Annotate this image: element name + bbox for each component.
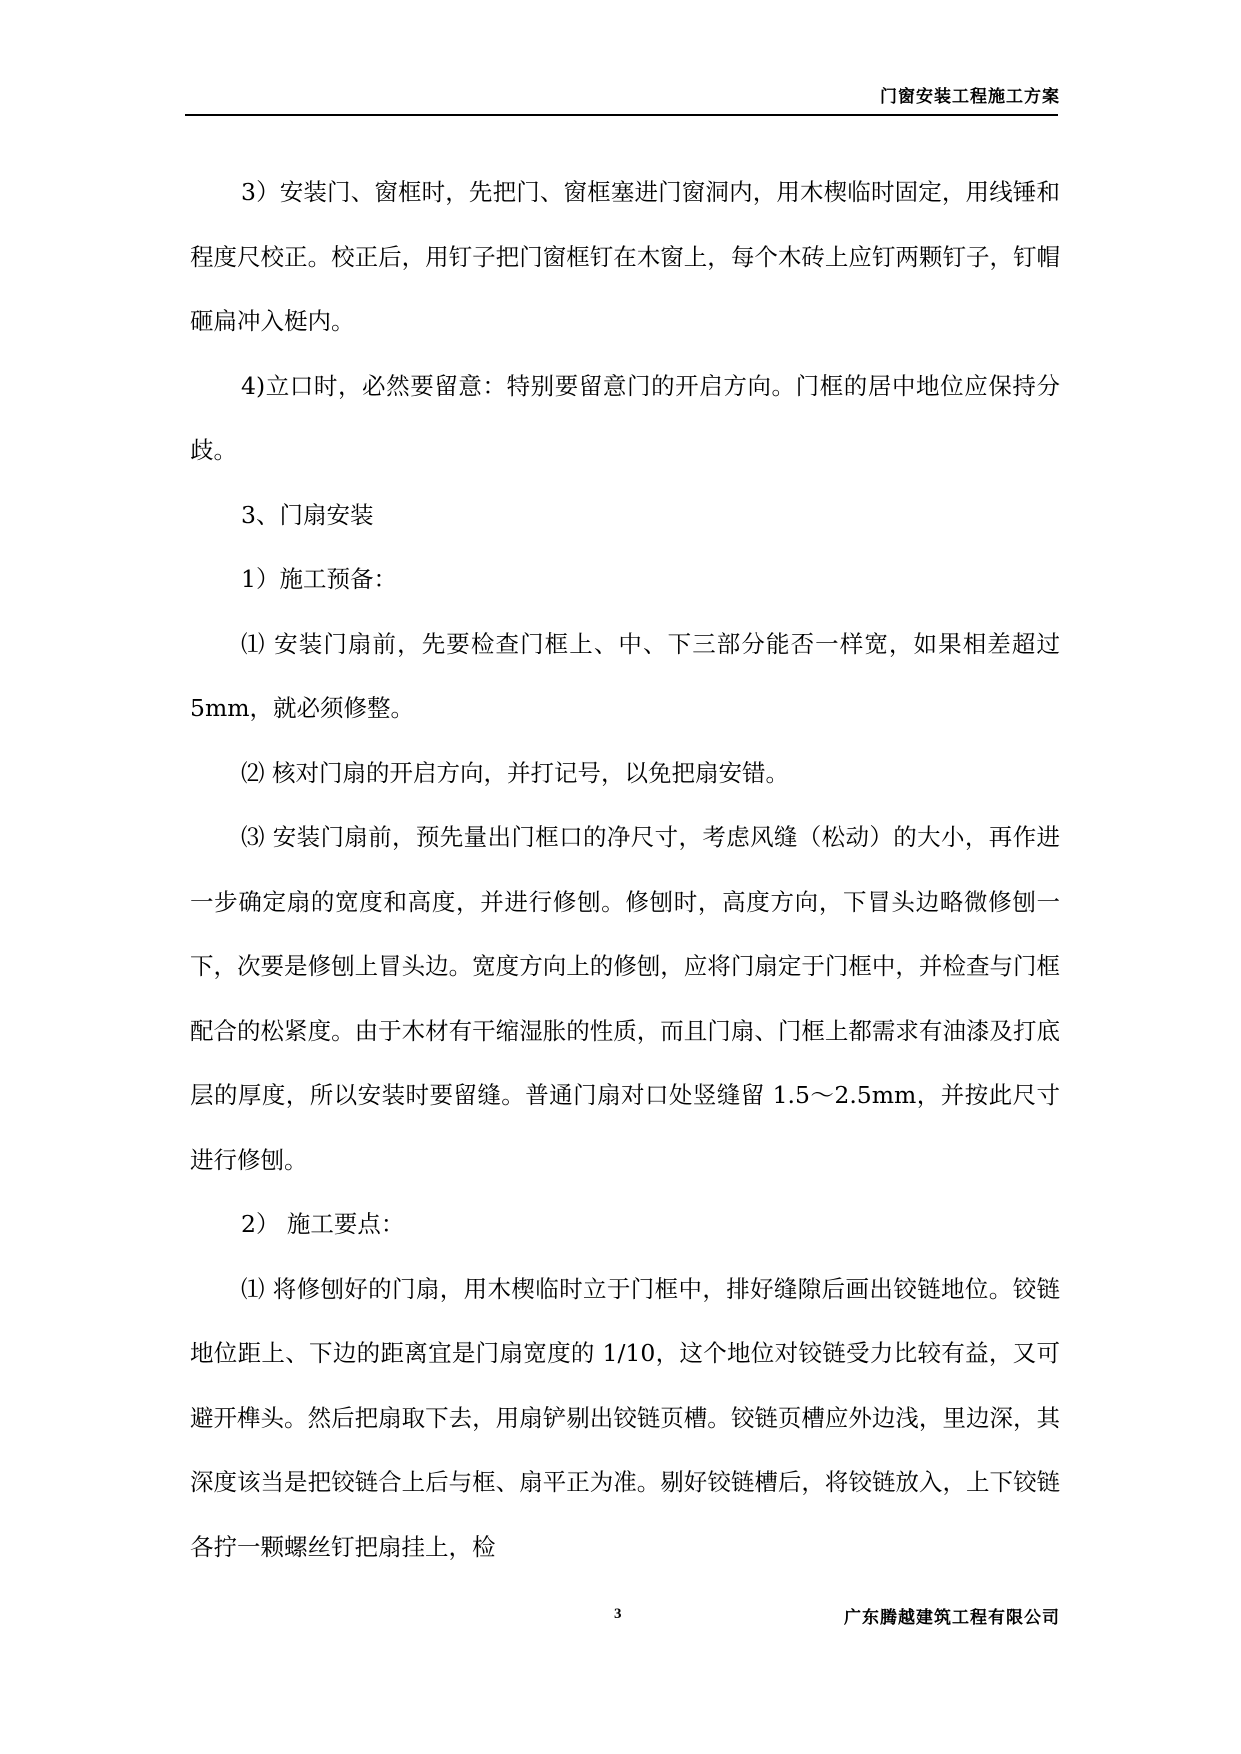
footer-company-name: 广东腾越建筑工程有限公司 <box>844 1608 1060 1628</box>
paragraph-frame-installation: 3）安装门、窗框时，先把门、窗框塞进门窗洞内，用木楔临时固定，用线锤和程度尺校正。校正后，用钉子把门窗框钉在木窗上，每个木砖上应钉两颗钉子，钉帽砸扁冲入梃内。 <box>190 178 1060 335</box>
paragraph-opening-direction: 4)立口时，必然要留意：特别要留意门的开启方向。门框的居中地位应保持分歧。 <box>190 371 1060 464</box>
page-number: 3 <box>614 1606 622 1622</box>
paragraph-hinge-installation: ⑴ 将修刨好的门扇，用木楔临时立于门框中，排好缝隙后画出铰链地位。铰链地位距上、下边的距离宜是门扇宽度的 1/10，这个地位对铰链受力比较有益，又可避开榫头。然后把扇取下去，用扇铲剔出铰链页槽。铰链页槽应外边浅，里边深，其深度该当是把铰链合上后与框、扇平正为准。剔好铰链槽后，将铰链放入，上下铰链各拧一颗螺丝钉把扇挂上，检 <box>190 1274 1060 1561</box>
document-body <box>190 160 1060 1579</box>
header-title: 门窗安装工程施工方案 <box>880 87 1060 107</box>
paragraph-check-frame-width: ⑴ 安装门扇前，先要检查门框上、中、下三部分能否一样宽，如果相差超过 5mm，就必须修整。 <box>190 629 1060 722</box>
header-rule <box>185 114 1058 116</box>
section-heading-door-leaf: 3、门扇安装 <box>241 500 374 529</box>
paragraph-measure-and-plane: ⑶ 安装门扇前，预先量出门框口的净尺寸，考虑风缝（松动）的大小，再作进一步确定扇的宽度和高度，并进行修刨。修刨时，高度方向，下冒头边略微修刨一下，次要是修刨上冒头边。宽度方向上的修刨，应将门扇定于门框中，并检查与门框配合的松紧度。由于木材有干缩湿胀的性质，而且门扇、门框上都需求有油漆及打底层的厚度，所以安装时要留缝。普通门扇对口处竖缝留 1.5～2.5mm，并按此尺寸进行修刨。 <box>190 823 1060 1174</box>
subheading-key-points: 2） 施工要点： <box>241 1210 405 1238</box>
subheading-preparation: 1）施工预备： <box>241 565 397 593</box>
paragraph-check-direction: ⑵ 核对门扇的开启方向，并打记号，以免把扇安错。 <box>241 758 789 787</box>
